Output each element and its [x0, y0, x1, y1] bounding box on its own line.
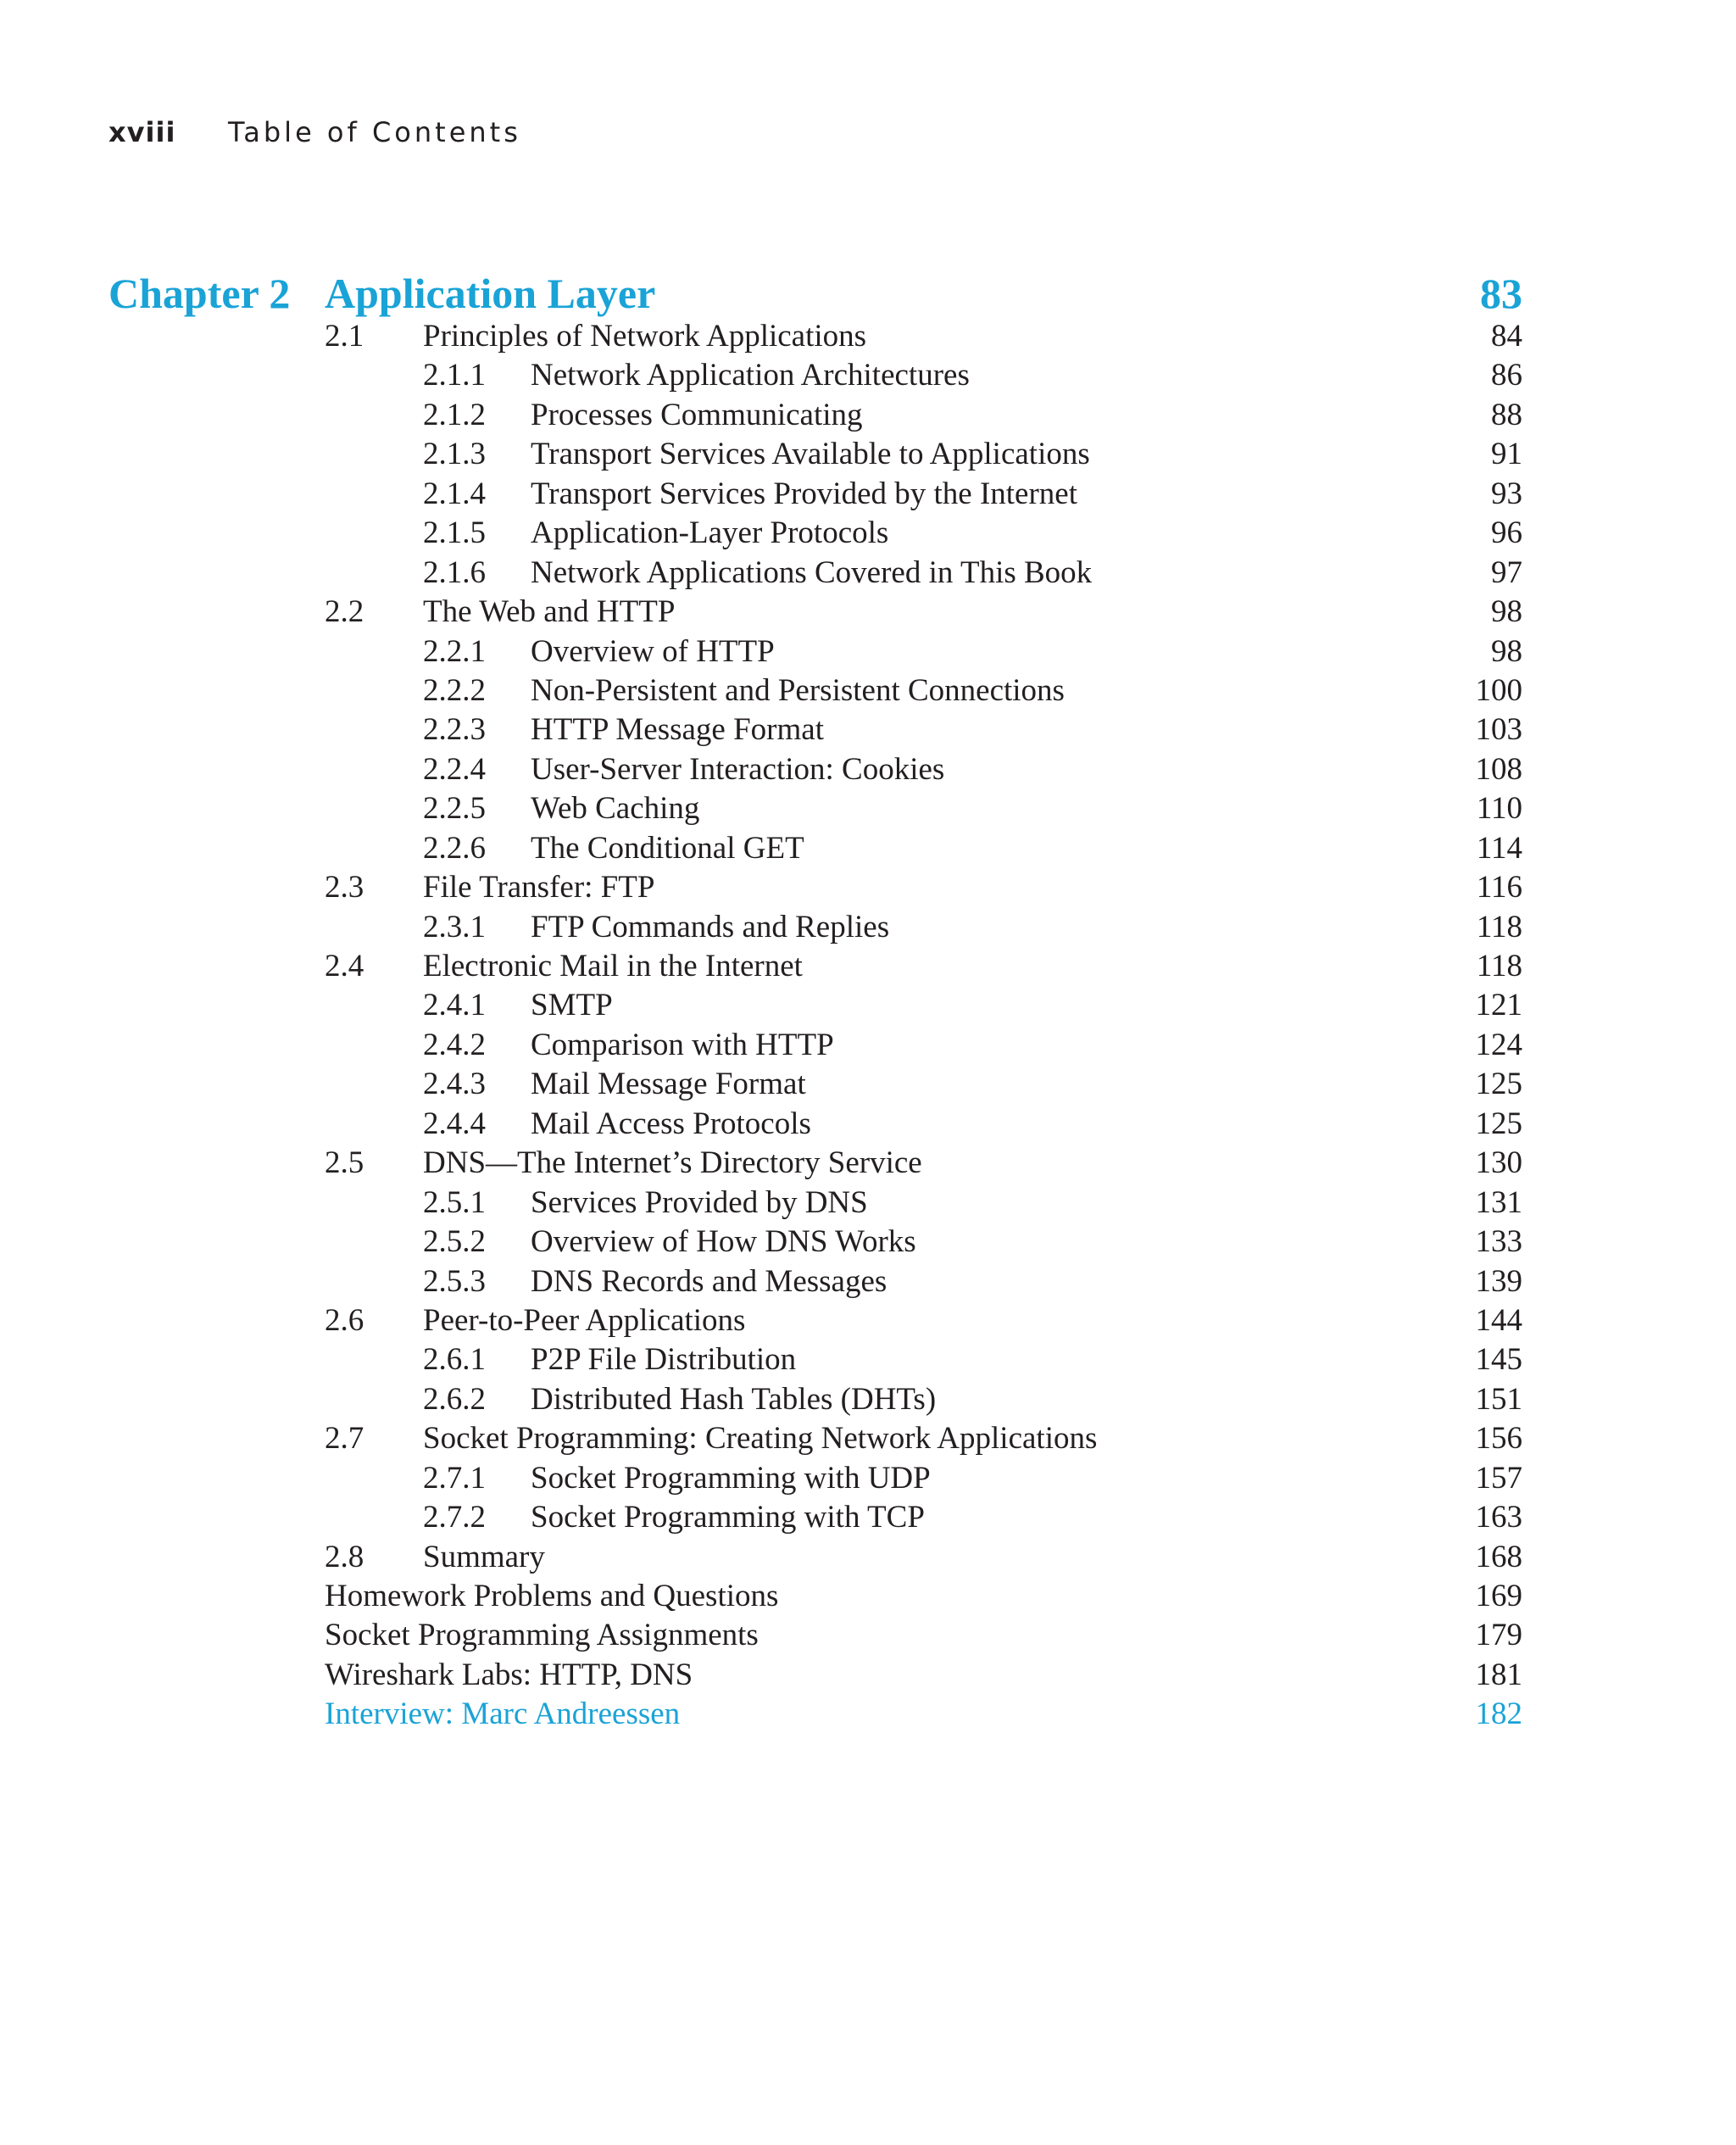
- toc-entry-page: 93: [1491, 476, 1522, 511]
- toc-entry-page: 169: [1475, 1579, 1522, 1613]
- toc-entry-page: 168: [1475, 1539, 1522, 1574]
- toc-entry: [0, 710, 1736, 749]
- toc-entry-page: 125: [1475, 1067, 1522, 1102]
- toc-entry-title: Overview of HTTP: [531, 633, 775, 669]
- toc-entry-number: 2.5.1: [423, 1184, 486, 1220]
- toc-entry-number: 2.2.1: [423, 633, 486, 669]
- toc-entry-title: File Transfer: FTP: [423, 870, 655, 905]
- toc-entry-title: Processes Communicating: [531, 397, 863, 432]
- toc-entry-title: The Conditional GET: [531, 830, 804, 866]
- toc-entry: [0, 1144, 1736, 1183]
- toc-entry-number: 2.6.2: [423, 1381, 486, 1417]
- toc-entry-number: 2.3: [325, 870, 364, 905]
- toc-entry-page: 156: [1475, 1421, 1522, 1457]
- toc-entry-page: 130: [1475, 1145, 1522, 1181]
- toc-entry: [0, 1577, 1736, 1616]
- toc-entry-number: 2.2.2: [423, 672, 486, 708]
- toc-entry: [0, 1223, 1736, 1262]
- toc-entry-title: Peer-to-Peer Applications: [423, 1302, 746, 1338]
- toc-entry-page: 103: [1475, 712, 1522, 748]
- toc-entry-number: 2.4.1: [423, 988, 486, 1023]
- page-folio: xviii: [108, 116, 176, 148]
- toc-entry-number: 2.7.2: [423, 1500, 486, 1535]
- toc-entry-title: Network Application Architectures: [531, 358, 970, 393]
- toc-entry-title: Principles of Network Applications: [423, 319, 867, 354]
- toc-entry-page: 100: [1475, 672, 1522, 708]
- toc-entry: [0, 947, 1736, 986]
- toc-entry: [0, 671, 1736, 710]
- toc-entry-number: 2.6.1: [423, 1342, 486, 1378]
- toc-entry-number: 2.4.2: [423, 1027, 486, 1062]
- toc-entry: [0, 1459, 1736, 1498]
- toc-entry-number: 2.6: [325, 1302, 364, 1338]
- toc-entry: [0, 750, 1736, 789]
- toc-entry-number: 2.4.3: [423, 1067, 486, 1102]
- toc-entry: [0, 1026, 1736, 1065]
- toc-entry-title: Electronic Mail in the Internet: [423, 949, 803, 983]
- toc-entry: [0, 1262, 1736, 1301]
- toc-entry-number: 2.5.2: [423, 1224, 486, 1260]
- toc-entry-page: 181: [1475, 1657, 1522, 1692]
- toc-entry-number: 2.2.6: [423, 830, 486, 866]
- toc-entry-title: Socket Programming: Creating Network Applications: [423, 1421, 1098, 1457]
- chapter-label: Chapter 2: [108, 270, 291, 317]
- toc-entry: [0, 1656, 1736, 1695]
- toc-entry-page: 88: [1491, 397, 1522, 432]
- toc-entry: [0, 986, 1736, 1025]
- toc-entry: [0, 396, 1736, 435]
- toc-entry-page: 125: [1475, 1106, 1522, 1141]
- toc-entry-title: Web Caching: [531, 791, 700, 827]
- toc-entry-number: 2.5.3: [423, 1263, 486, 1299]
- toc-entry-title: Mail Access Protocols: [531, 1106, 811, 1141]
- toc-entry: [0, 1616, 1736, 1655]
- toc-list: [0, 317, 1736, 1735]
- toc-entry-title: Transport Services Available to Applications: [531, 437, 1090, 472]
- toc-entry-number: 2.2: [325, 594, 364, 630]
- toc-entry-page: 110: [1476, 791, 1522, 827]
- toc-entry-page: 108: [1475, 751, 1522, 787]
- toc-entry-page: 179: [1475, 1618, 1522, 1653]
- toc-entry-page: 145: [1475, 1342, 1522, 1378]
- toc-entry-page: 86: [1491, 358, 1522, 393]
- toc-entry-title: User-Server Interaction: Cookies: [531, 751, 945, 787]
- toc-entry-page: 121: [1475, 988, 1522, 1023]
- toc-entry-title: Distributed Hash Tables (DHTs): [531, 1381, 937, 1417]
- running-title: Table of Contents: [228, 116, 521, 148]
- toc-entry-page: 118: [1476, 909, 1522, 944]
- toc-entry-title: Transport Services Provided by the Internet: [531, 476, 1077, 511]
- running-head: [108, 115, 521, 149]
- toc-entry: [0, 632, 1736, 671]
- toc-entry-number: 2.1.2: [423, 397, 486, 432]
- toc-entry-title: Overview of How DNS Works: [531, 1224, 916, 1260]
- toc-entry: [0, 1105, 1736, 1144]
- toc-entry-title: Wireshark Labs: HTTP, DNS: [325, 1657, 693, 1692]
- toc-entry-number: 2.1.6: [423, 554, 486, 590]
- toc-entry-title: Services Provided by DNS: [531, 1184, 868, 1220]
- toc-entry: [0, 1498, 1736, 1537]
- toc-entry-number: 2.7.1: [423, 1460, 486, 1496]
- toc-entry: [0, 1301, 1736, 1340]
- toc-entry-page: 114: [1476, 830, 1522, 866]
- toc-entry-page: 139: [1475, 1263, 1522, 1299]
- toc-entry-page: 133: [1475, 1224, 1522, 1260]
- toc-entry: [0, 435, 1736, 474]
- toc-entry-page: 144: [1475, 1302, 1522, 1338]
- toc-entry-title: Mail Message Format: [531, 1067, 806, 1102]
- toc-entry-number: 2.4: [325, 949, 364, 983]
- toc-entry-number: 2.4.4: [423, 1106, 486, 1141]
- toc-entry: [0, 475, 1736, 514]
- toc-entry: [0, 1419, 1736, 1458]
- toc-entry-number: 2.3.1: [423, 909, 486, 944]
- toc-entry-number: 2.1.5: [423, 515, 486, 551]
- toc-entry-title: The Web and HTTP: [423, 594, 676, 630]
- toc-entry-title: Socket Programming Assignments: [325, 1618, 759, 1653]
- chapter-page-number: 83: [1480, 270, 1522, 317]
- toc-entry-number: 2.1.4: [423, 476, 486, 511]
- toc-entry-number: 2.8: [325, 1539, 364, 1574]
- toc-entry-page: 182: [1475, 1696, 1522, 1732]
- toc-entry: [0, 593, 1736, 632]
- toc-entry-title: Non-Persistent and Persistent Connections: [531, 672, 1065, 708]
- toc-entry: [0, 1065, 1736, 1104]
- toc-entry-title: DNS Records and Messages: [531, 1263, 887, 1299]
- toc-entry-number: 2.1: [325, 319, 364, 354]
- toc-entry: [0, 356, 1736, 395]
- toc-entry: [0, 1340, 1736, 1379]
- toc-entry-number: 2.5: [325, 1145, 364, 1181]
- toc-entry-title: DNS—The Internet’s Directory Service: [423, 1145, 922, 1181]
- toc-entry-page: 163: [1475, 1500, 1522, 1535]
- toc-entry: [0, 908, 1736, 947]
- toc-entry-title: Summary: [423, 1539, 545, 1574]
- toc-entry: [0, 829, 1736, 868]
- toc-entry-number: 2.2.3: [423, 712, 486, 748]
- toc-entry-number: 2.1.1: [423, 358, 486, 393]
- toc-entry: [0, 317, 1736, 356]
- toc-entry-page: 91: [1491, 437, 1522, 472]
- toc-entry-number: 2.2.5: [423, 791, 486, 827]
- toc-entry-title: Socket Programming with UDP: [531, 1460, 931, 1496]
- toc-entry-page: 131: [1475, 1184, 1522, 1220]
- toc-entry-title: Interview: Marc Andreessen: [325, 1696, 681, 1732]
- toc-entry-page: 96: [1491, 515, 1522, 551]
- toc-entry: [0, 868, 1736, 907]
- toc-entry-title: Socket Programming with TCP: [531, 1500, 925, 1535]
- toc-entry-title: HTTP Message Format: [531, 712, 824, 748]
- toc-entry: [0, 1380, 1736, 1419]
- toc-entry-number: 2.1.3: [423, 437, 486, 472]
- toc-entry-number: 2.2.4: [423, 751, 486, 787]
- toc-entry-page: 157: [1475, 1460, 1522, 1496]
- toc-entry-title: Network Applications Covered in This Book: [531, 554, 1093, 590]
- toc-entry-page: 116: [1476, 870, 1522, 905]
- toc-entry: [0, 554, 1736, 593]
- chapter-title: Application Layer: [325, 270, 656, 317]
- toc-entry-page: 97: [1491, 554, 1522, 590]
- toc-entry: [0, 514, 1736, 553]
- toc-entry: [0, 789, 1736, 828]
- chapter-heading: [108, 268, 1522, 319]
- toc-entry-title: FTP Commands and Replies: [531, 909, 890, 944]
- toc-entry-page: 98: [1491, 594, 1522, 630]
- toc-entry-title: SMTP: [531, 988, 613, 1023]
- toc-entry-page: 118: [1476, 949, 1522, 983]
- toc-entry-page: 98: [1491, 633, 1522, 669]
- toc-entry-title: Comparison with HTTP: [531, 1027, 834, 1062]
- toc-entry-title: Homework Problems and Questions: [325, 1579, 779, 1613]
- toc-entry-title: Application-Layer Protocols: [531, 515, 889, 551]
- toc-entry-page: 124: [1475, 1027, 1522, 1062]
- toc-entry-page: 151: [1475, 1381, 1522, 1417]
- toc-entry-title: P2P File Distribution: [531, 1342, 797, 1378]
- toc-entry: [0, 1695, 1736, 1734]
- toc-entry-page: 84: [1491, 319, 1522, 354]
- toc-entry: [0, 1538, 1736, 1577]
- toc-entry-number: 2.7: [325, 1421, 364, 1457]
- toc-entry: [0, 1184, 1736, 1223]
